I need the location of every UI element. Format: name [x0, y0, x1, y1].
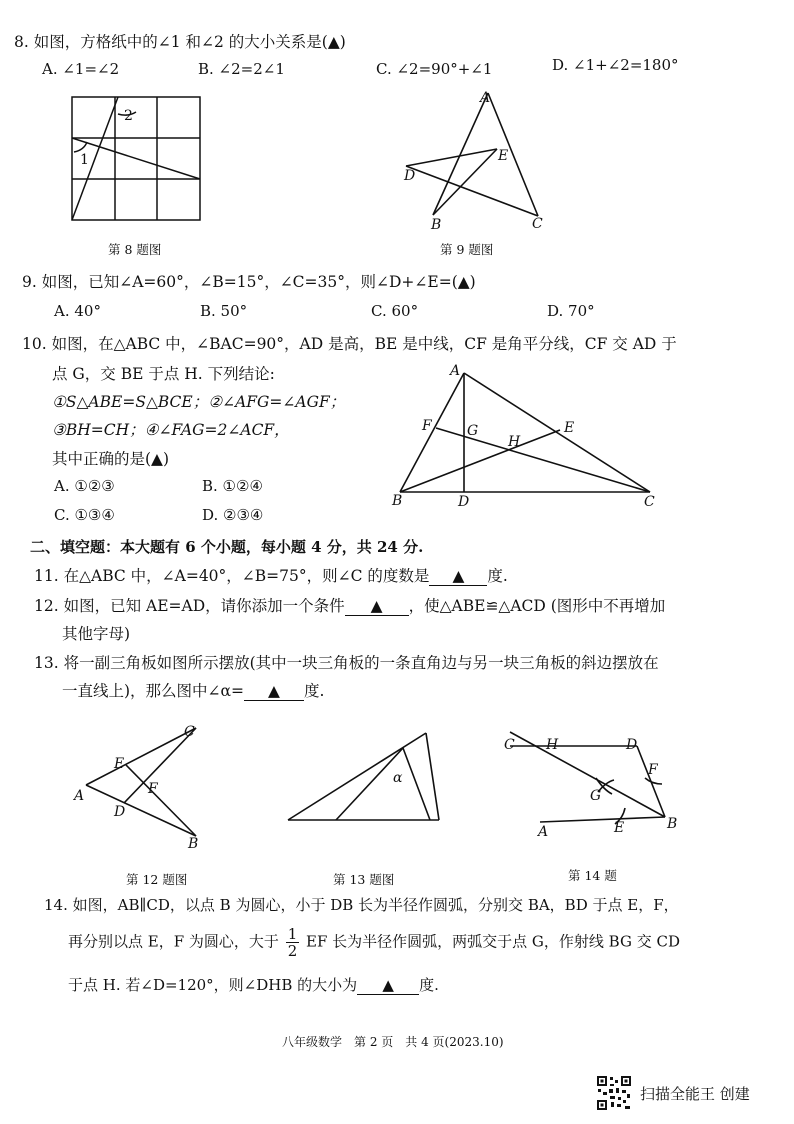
q12-blank: ▲	[345, 597, 409, 616]
q12-line2: 其他字母)	[62, 625, 131, 643]
q12-text: 12. 如图，已知 AE=AD，请你添加一个条件	[34, 597, 345, 615]
q13-figure-caption: 第 13 题图	[333, 872, 395, 887]
q9-point-b: B	[431, 217, 442, 233]
q11-unit: 度.	[487, 567, 508, 585]
q14-point-c: C	[504, 737, 515, 753]
q9-figure-caption: 第 9 题图	[440, 242, 494, 257]
q8-angle-1-label: 1	[80, 152, 89, 168]
q14-point-b: B	[667, 816, 678, 832]
q8-option-c: C. ∠2=90°+∠1	[376, 60, 493, 78]
q14-point-a: A	[538, 824, 549, 840]
q14-line3-text: 于点 H. 若∠D=120°，则∠DHB 的大小为	[68, 976, 358, 994]
q12-point-d: D	[114, 804, 126, 820]
q10-point-a: A	[450, 363, 461, 379]
q10-point-h: H	[508, 434, 521, 450]
q9-option-a: A. 40°	[54, 302, 101, 320]
q12-point-c: C	[184, 724, 195, 740]
q8-option-a: A. ∠1=∠2	[42, 60, 120, 78]
q12	[34, 594, 665, 616]
q12-text-after: ，使△ABE≌△ACD (图形中不再增加	[408, 597, 666, 615]
q14-fraction-half	[286, 926, 300, 959]
q10-point-c: C	[644, 494, 655, 510]
q8-figure-caption: 第 8 题图	[108, 242, 162, 257]
q10-point-g: G	[467, 423, 479, 439]
q14-line2-before: 再分别以点 E，F 为圆心，大于	[68, 932, 279, 951]
q14-point-e: E	[614, 820, 625, 836]
q11-text: 11. 在△ABC 中，∠A=40°，∠B=75°，则∠C 的度数是	[34, 567, 430, 585]
q14-figure-caption: 第 14 题	[568, 868, 617, 883]
q14-fraction-numerator: 1	[287, 925, 298, 943]
q14-point-g: G	[590, 788, 602, 804]
q9-option-d: D. 70°	[547, 302, 595, 320]
q14-line1: 14. 如图，AB∥CD，以点 B 为圆心，小于 DB 长为半径作圆弧，分别交 BA，BD 于点 E，F，	[44, 896, 679, 914]
q12-point-a: A	[74, 788, 85, 804]
q10-ask: 其中正确的是(▲)	[52, 450, 170, 468]
q10-option-d: D. ②③④	[202, 506, 264, 524]
q10-point-e: E	[564, 420, 575, 436]
q10-point-d: D	[458, 494, 470, 510]
q9-point-c: C	[532, 216, 543, 232]
q10-option-b: B. ①②④	[202, 477, 263, 495]
qr-code-icon	[596, 1075, 632, 1111]
q13-unit: 度.	[304, 682, 325, 700]
q14-unit: 度.	[419, 976, 439, 994]
page-footer: 八年级数学 第 2 页 共 4 页(2023.10)	[282, 1035, 504, 1049]
q10-line2: 点 G，交 BE 于点 H. 下列结论:	[52, 365, 275, 383]
q8-option-b: B. ∠2=2∠1	[198, 60, 285, 78]
q9-figure	[400, 88, 560, 233]
q8-angle-2-label: 2	[124, 108, 133, 124]
q13-text: 一直线上)，那么图中∠α=	[62, 682, 244, 700]
q13-line2	[62, 679, 324, 701]
q14-line2	[68, 926, 680, 959]
q13-figure	[284, 726, 449, 826]
q13-angle-alpha: α	[393, 770, 403, 786]
q10-figure	[388, 358, 668, 513]
q8-grid-figure	[66, 92, 206, 226]
q12-figure-caption: 第 12 题图	[126, 872, 188, 887]
q8-stem: 8. 如图，方格纸中的∠1 和∠2 的大小关系是(▲)	[14, 33, 346, 51]
q9-option-c: C. 60°	[371, 302, 419, 320]
q12-point-f: F	[148, 781, 158, 797]
q14-point-d: D	[626, 737, 638, 753]
q14-point-h: H	[546, 737, 559, 753]
q9-point-a: A	[480, 90, 491, 106]
q11-blank: ▲	[429, 567, 487, 586]
q13-blank: ▲	[244, 682, 304, 701]
q14-fraction-denominator: 2	[287, 942, 298, 960]
q10-line1: 10. 如图，在△ABC 中，∠BAC=90°，AD 是高，BE 是中线，CF 是角平分线，CF 交 AD 于	[22, 335, 677, 353]
q13-line1: 13. 将一副三角板如图所示摆放(其中一块三角板的一条直角边与另一块三角板的斜边摆放在	[34, 654, 659, 672]
q9-stem: 9. 如图，已知∠A=60°，∠B=15°，∠C=35°，则∠D+∠E=(▲)	[22, 273, 476, 291]
scanner-watermark: 扫描全能王 创建	[640, 1085, 750, 1103]
q10-point-b: B	[392, 493, 403, 509]
q10-conclusions-1: ①S△ABE=S△BCE；②∠AFG=∠AGF；	[52, 393, 346, 411]
q14-blank: ▲	[357, 976, 419, 995]
q9-option-b: B. 50°	[200, 302, 248, 320]
q10-conclusions-2: ③BH=CH；④∠FAG=2∠ACF，	[52, 421, 290, 439]
q10-option-c: C. ①③④	[54, 506, 115, 524]
q12-point-e: E	[114, 756, 125, 772]
q9-point-d: D	[404, 168, 416, 184]
q11	[34, 564, 508, 586]
q10-point-f: F	[422, 418, 432, 434]
q9-point-e: E	[498, 148, 509, 164]
q12-figure	[70, 716, 220, 856]
section-2-heading: 二、填空题：本大题有 6 个小题，每小题 4 分，共 24 分.	[30, 538, 424, 556]
q8-option-d: D. ∠1+∠2=180°	[552, 56, 679, 74]
q14-figure	[500, 722, 685, 840]
q12-point-b: B	[188, 836, 199, 852]
q10-option-a: A. ①②③	[54, 477, 115, 495]
q14-line3	[68, 974, 439, 995]
q14-point-f: F	[648, 762, 658, 778]
q14-line2-after: EF 长为半径作圆弧，两弧交于点 G，作射线 BG 交 CD	[306, 932, 680, 951]
